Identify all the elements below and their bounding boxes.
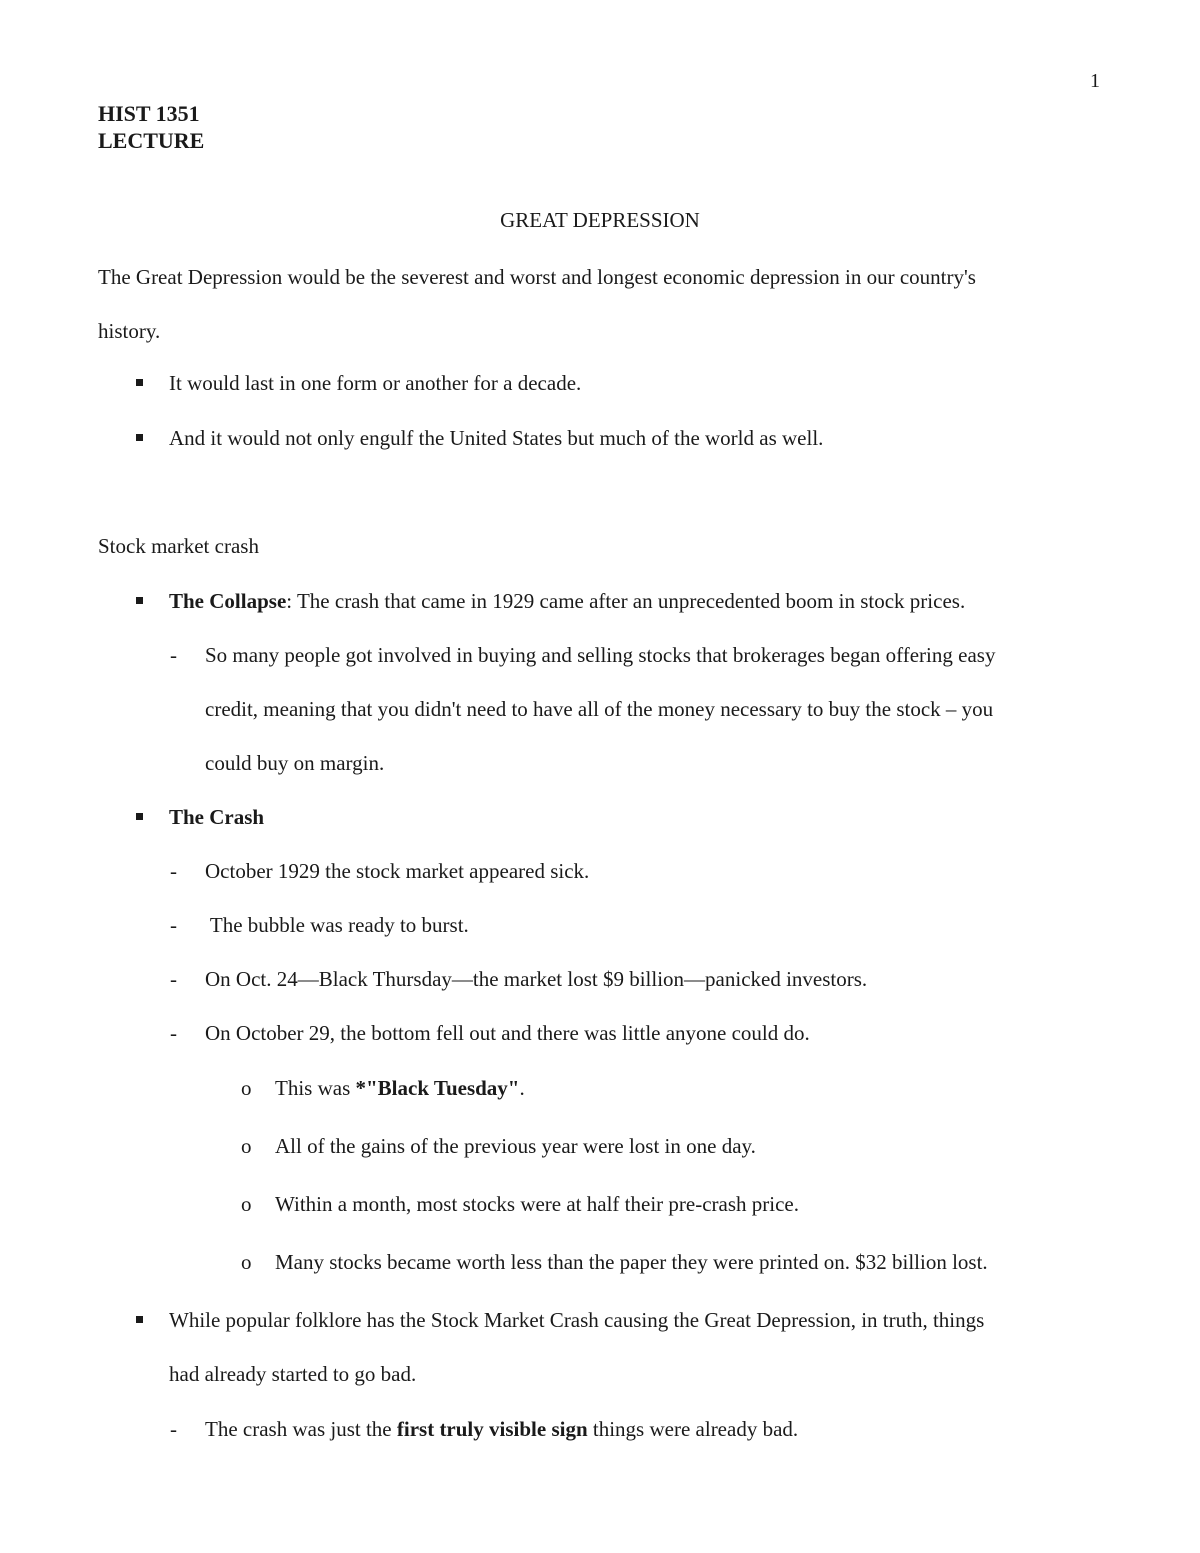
folklore-sub-bold: first truly visible sign bbox=[396, 1417, 588, 1441]
dash-bullet-icon: - bbox=[170, 967, 177, 991]
dash-bullet-icon: - bbox=[170, 859, 177, 883]
folklore-sub-post: things were already bad. bbox=[587, 1417, 799, 1441]
circle-bullet-icon: o bbox=[241, 1134, 252, 1158]
square-bullet-icon bbox=[136, 379, 143, 386]
circle-bullet-icon: o bbox=[241, 1076, 252, 1100]
folklore-sub-pre: The crash was just the bbox=[205, 1417, 397, 1441]
black-tuesday-line bbox=[275, 1074, 525, 1102]
crash-item-3: On Oct. 24—Black Thursday—the market lost $9 billion—panicked investors. bbox=[205, 967, 868, 991]
collapse-label: The Collapse bbox=[169, 589, 287, 613]
collapse-sub-line-2: credit, meaning that you didn't need to have all of the money necessary to buy the stock – you bbox=[205, 697, 994, 721]
dash-bullet-icon: - bbox=[170, 643, 177, 667]
circle-bullet-icon: o bbox=[241, 1250, 252, 1274]
intro-bullet-2: And it would not only engulf the United States but much of the world as well. bbox=[169, 426, 824, 450]
collapse-sub-line-3: could buy on margin. bbox=[205, 751, 385, 775]
square-bullet-icon bbox=[136, 434, 143, 441]
dash-bullet-icon: - bbox=[170, 1417, 177, 1441]
crash-sub-item-2: Within a month, most stocks were at half their pre-crash price. bbox=[275, 1192, 799, 1216]
crash-sub-item-3: Many stocks became worth less than the paper they were printed on. $32 billion lost. bbox=[275, 1250, 988, 1274]
folklore-line-1: While popular folklore has the Stock Market Crash causing the Great Depression, in truth, things bbox=[169, 1308, 985, 1332]
crash-item-4: On October 29, the bottom fell out and there was little anyone could do. bbox=[205, 1021, 810, 1045]
circle-bullet-icon: o bbox=[241, 1192, 252, 1216]
crash-sub-item-1: All of the gains of the previous year were lost in one day. bbox=[275, 1134, 756, 1158]
black-tuesday-post: . bbox=[519, 1076, 525, 1100]
square-bullet-icon bbox=[136, 597, 143, 604]
folklore-line-2: had already started to go bad. bbox=[169, 1362, 417, 1386]
intro-line-1: The Great Depression would be the severest and worst and longest economic depression in our country's bbox=[98, 265, 976, 289]
crash-bullet bbox=[169, 803, 264, 831]
section-heading: Stock market crash bbox=[98, 534, 259, 558]
intro-bullet-1: It would last in one form or another for a decade. bbox=[169, 371, 582, 395]
course-type: LECTURE bbox=[98, 128, 205, 153]
square-bullet-icon bbox=[136, 1316, 143, 1323]
collapse-sub-line-1: So many people got involved in buying and selling stocks that brokerages began offering easy bbox=[205, 643, 996, 667]
folklore-sub bbox=[205, 1415, 798, 1443]
intro-line-2: history. bbox=[98, 319, 161, 343]
crash-item-1: October 1929 the stock market appeared sick. bbox=[205, 859, 590, 883]
page-number: 1 bbox=[1090, 70, 1100, 92]
document-title: GREAT DEPRESSION bbox=[500, 208, 700, 232]
crash-label: The Crash bbox=[169, 805, 265, 829]
collapse-text: : The crash that came in 1929 came after an unprecedented boom in stock prices. bbox=[286, 589, 966, 613]
square-bullet-icon bbox=[136, 813, 143, 820]
dash-bullet-icon: - bbox=[170, 913, 177, 937]
black-tuesday-pre: This was bbox=[275, 1076, 356, 1100]
collapse-bullet bbox=[169, 587, 965, 615]
course-code: HIST 1351 bbox=[98, 101, 200, 126]
crash-item-2: The bubble was ready to burst. bbox=[205, 913, 469, 937]
black-tuesday-bold: *"Black Tuesday" bbox=[355, 1076, 520, 1100]
dash-bullet-icon: - bbox=[170, 1021, 177, 1045]
course-header bbox=[98, 100, 204, 154]
